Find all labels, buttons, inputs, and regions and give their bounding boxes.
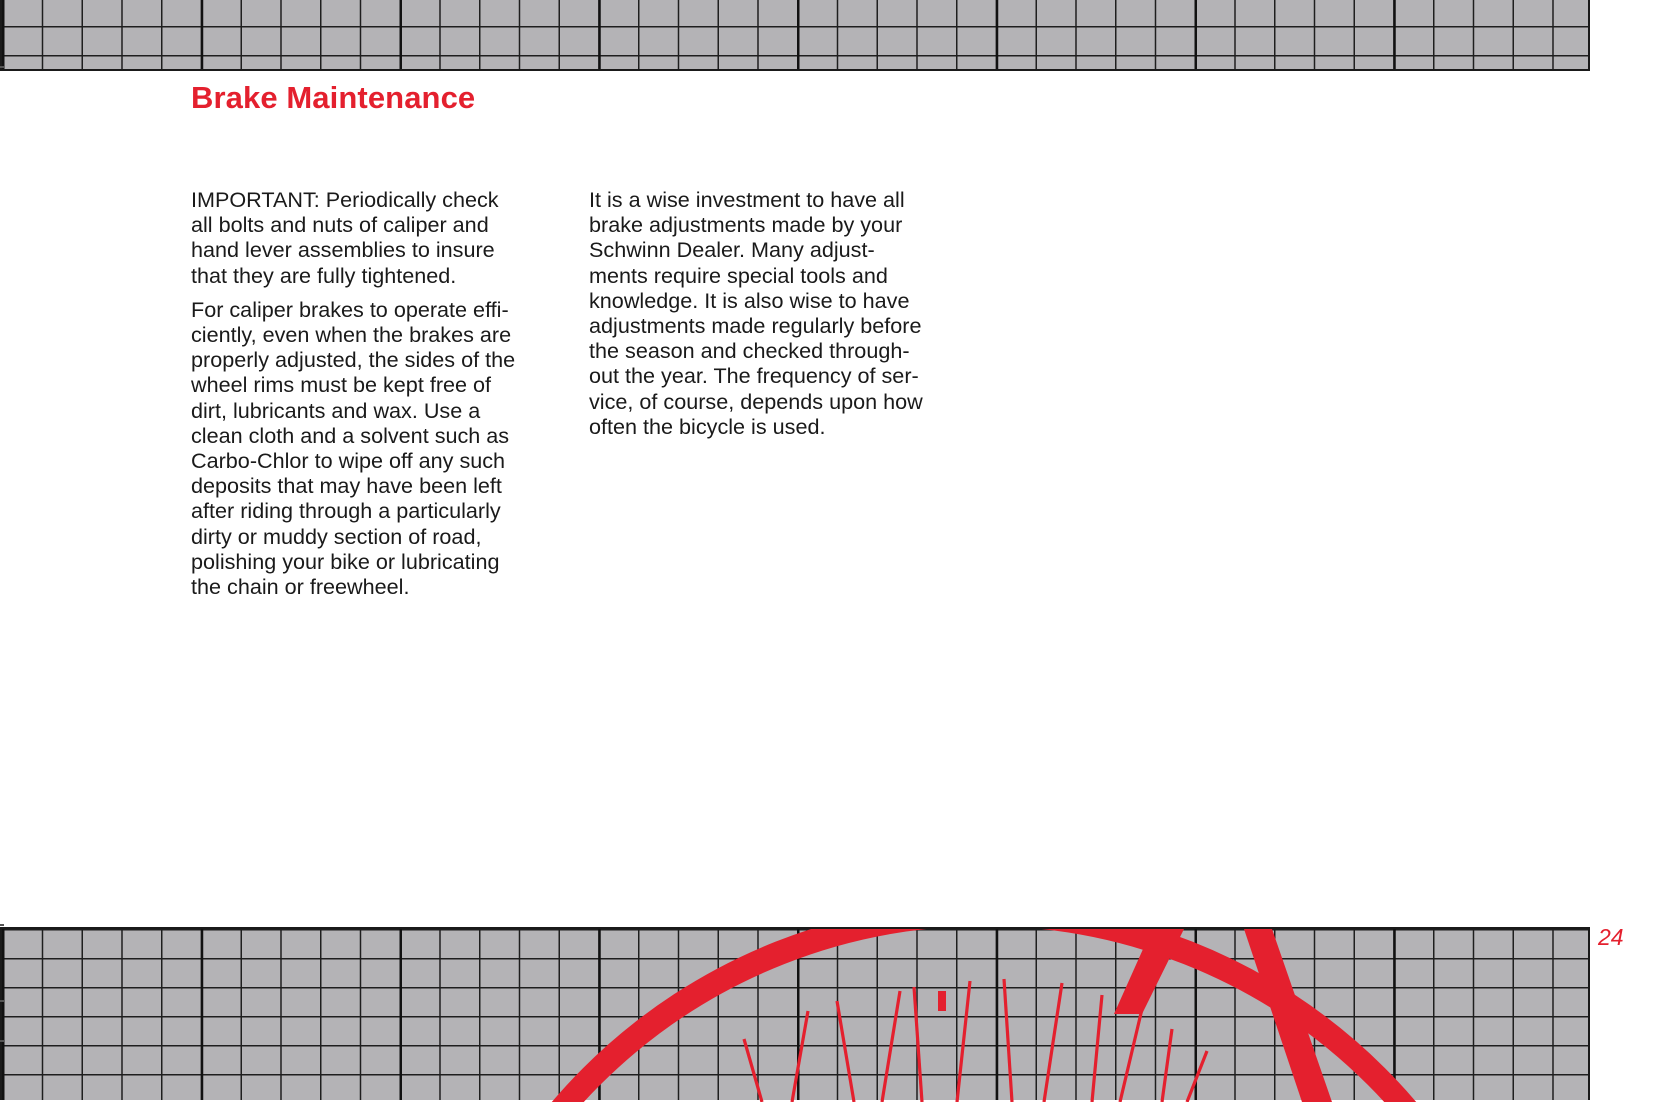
bottom-grid-band xyxy=(0,927,1590,1100)
page-edge-marks xyxy=(0,0,6,1100)
right-text-column xyxy=(589,187,949,448)
top-grid-band xyxy=(0,0,1590,71)
page-number: 24 xyxy=(1598,924,1624,950)
wheel-rim xyxy=(429,929,1539,1102)
wheel-hub-flange xyxy=(938,991,946,1011)
top-grid-major-lines xyxy=(2,0,1588,69)
caliper-cleaning-paragraph: For caliper brakes to operate effi- ciently, even when the brakes are properly adjusted, the sides of the wheel rims must be kept free of dirt, lubricants and wax. Use a clean cloth and a solvent such as Carbo-Chlor to wipe off any such deposits that may have been left after riding through a particularly dirty or muddy section of road, polishing your bike or lubricating the chain or freewheel. xyxy=(191,296,516,600)
left-text-column xyxy=(191,187,551,608)
page-title: Brake Maintenance xyxy=(191,80,476,115)
important-paragraph: IMPORTANT: Periodically check all bolts and nuts of caliper and hand lever assemblies to insure that they are fully tightened. xyxy=(191,187,499,288)
dealer-adjustment-paragraph: It is a wise investment to have all brake adjustments made by your Schwinn Dealer. Many adjust- ments require special tools and knowledge. It is also wise to have adjustments made regularly before the season and checked through- out the year. The frequency of ser- vice, of course, depends upon how often the bicycle is used. xyxy=(589,187,923,439)
bicycle-wheel-illustration xyxy=(2,929,1592,1102)
